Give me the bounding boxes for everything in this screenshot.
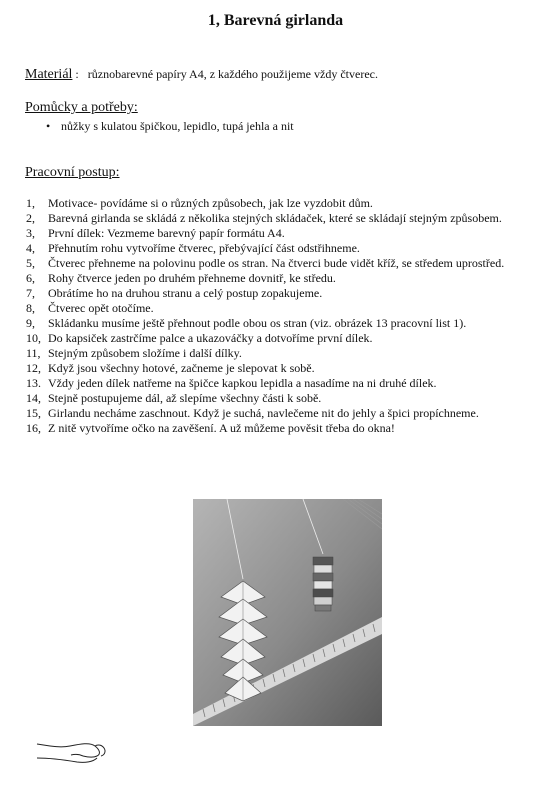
step-text: Z nitě vytvoříme očko na zavěšení. A už můžeme pověsit třeba do okna!	[48, 421, 395, 435]
step-item	[26, 271, 526, 286]
step-number: 13.	[26, 376, 41, 390]
step-item	[26, 301, 526, 316]
step-item	[26, 196, 526, 211]
step-number: 5,	[26, 256, 35, 270]
postup-heading-text: Pracovní postup:	[25, 165, 120, 180]
step-number: 10,	[26, 331, 41, 345]
step-text: Stejně postupujeme dál, až slepíme všechny části k sobě.	[48, 391, 322, 405]
step-number: 8,	[26, 301, 35, 315]
step-text: Čtverec přehneme na polovinu podle os stran. Na čtverci bude vidět kříž, se středem uprostřed.	[48, 256, 505, 270]
hand-drawing-icon	[35, 724, 115, 769]
step-item	[26, 241, 526, 256]
step-item	[26, 226, 526, 241]
step-text: Stejným způsobem složíme i další dílky.	[48, 346, 242, 360]
step-number: 4,	[26, 241, 35, 255]
step-text: Vždy jeden dílek natřeme na špičce kapkou lepidla a nasadíme na ni druhé dílek.	[48, 376, 437, 390]
step-text: První dílek: Vezmeme barevný papír formátu A4.	[48, 226, 285, 240]
step-number: 3,	[26, 226, 35, 240]
step-item	[26, 376, 526, 391]
step-text: Obrátíme ho na druhou stranu a celý postup zopakujeme.	[48, 286, 323, 300]
step-text: Čtverec opět otočíme.	[48, 301, 154, 315]
step-item	[26, 331, 526, 346]
step-text: Když jsou všechny hotové, začneme je slepovat k sobě.	[48, 361, 315, 375]
step-number: 11,	[26, 346, 41, 360]
step-number: 9,	[26, 316, 35, 330]
step-item	[26, 316, 526, 331]
step-text: Barevná girlanda se skládá z několika stejných skládaček, které se skládají stejným způsobem.	[48, 211, 502, 225]
bullet-dot-icon: •	[46, 119, 51, 133]
step-number: 12,	[26, 361, 41, 375]
step-number: 6,	[26, 271, 35, 285]
step-item	[26, 421, 526, 436]
step-item	[26, 406, 526, 421]
step-number: 16,	[26, 421, 41, 435]
steps-list	[26, 196, 526, 436]
material-text: různobarevné papíry A4, z každého použijeme vždy čtverec.	[87, 67, 378, 81]
step-item	[26, 361, 526, 376]
step-text: Motivace- povídáme si o různých způsobech, jak lze vyzdobit dům.	[48, 196, 373, 210]
step-number: 15,	[26, 406, 41, 420]
material-separator: :	[75, 67, 79, 81]
step-number: 7,	[26, 286, 35, 300]
material-line	[25, 67, 378, 83]
pomucky-heading	[25, 100, 138, 116]
step-text: Skládanku musíme ještě přehnout podle obou os stran (viz. obrázek 13 pracovní list 1).	[48, 316, 467, 330]
step-item	[26, 391, 526, 406]
step-number: 1,	[26, 196, 35, 210]
step-text: Rohy čtverce jeden po druhém přehneme dovnitř, ke středu.	[48, 271, 336, 285]
step-number: 2,	[26, 211, 35, 225]
pomucky-heading-text: Pomůcky a potřeby:	[25, 100, 138, 115]
postup-heading	[25, 165, 120, 181]
step-item	[26, 286, 526, 301]
step-text: Přehnutím rohu vytvoříme čtverec, přebývající část odstřihneme.	[48, 241, 360, 255]
step-text: Girlandu necháme zaschnout. Když je suchá, navlečeme nit do jehly a špici propíchneme.	[48, 406, 479, 420]
page-title: 1, Barevná girlanda	[207, 12, 344, 29]
pomucky-item	[46, 119, 294, 134]
garland-photo	[193, 499, 382, 726]
material-label: Materiál	[25, 67, 73, 82]
step-item	[26, 256, 526, 271]
step-number: 14,	[26, 391, 41, 405]
pomucky-item-text: nůžky s kulatou špičkou, lepidlo, tupá jehla a nit	[61, 119, 294, 133]
step-item	[26, 211, 526, 226]
step-text: Do kapsiček zastrčíme palce a ukazováčky a dotvoříme první dílek.	[48, 331, 373, 345]
step-item	[26, 346, 526, 361]
